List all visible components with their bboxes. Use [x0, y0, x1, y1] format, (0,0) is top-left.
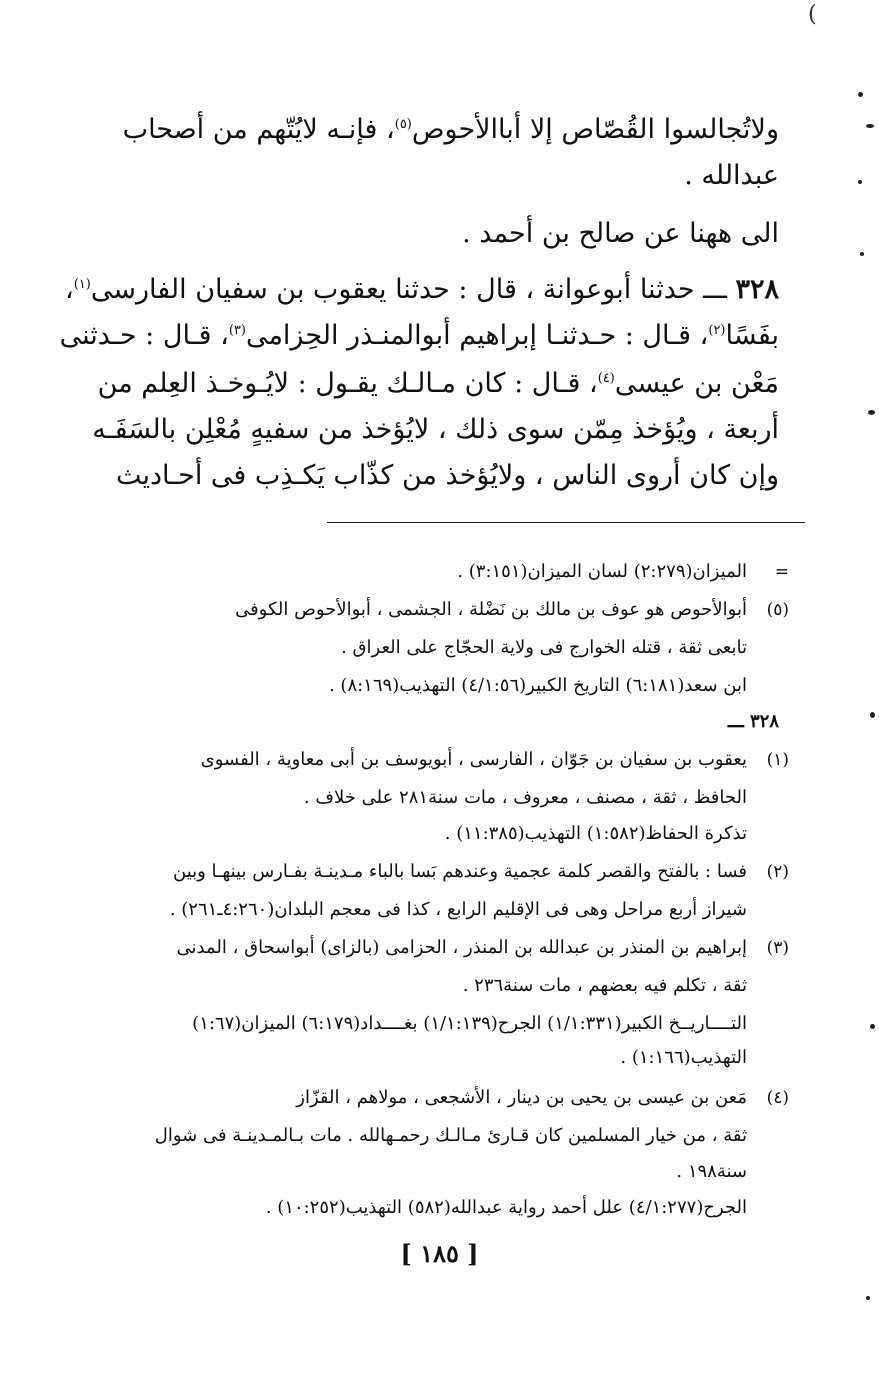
main-text-line-8: وإن كان أروى الناس ، ولايُؤخذ من كذّاب يَكـذِب فى أحـاديث — [115, 460, 779, 491]
footnote-ref-4: (٤) — [597, 371, 615, 386]
footnote-5-line-3: ابن سعد(٦:١٨١) التاريخ الكبير(٤/١:٥٦) التهذيب(٨:١٦٩) . — [328, 675, 747, 696]
footnote-3-line-2: ثقة ، تكلم فيه بعضهم ، مات سنة٢٣٦ . — [462, 975, 747, 996]
footnote-4-line-1: مَعن بن عيسى بن يحيى بن دينار ، الأشجعى ، مولاهم ، القزّاز — [296, 1087, 747, 1108]
footnote-5-line-2: تابعى ثقة ، قتله الخوارج فى ولاية الحجّاج على العراق . — [341, 637, 747, 658]
scan-speck — [870, 1024, 875, 1029]
footnote-5-line-1: أبوالأحوص هو عوف بن مالك بن نَضْلة ، الجشمى ، أبوالأحوص الكوفى — [235, 599, 747, 620]
main-text-line-2: عبدالله . — [684, 160, 779, 191]
footnote-2-line-2: شيراز أربع مراحل وهى فى الإقليم الرابع ، كذا فى معجم البلدان(٤:٢٦٠ـ٢٦١) . — [169, 899, 747, 920]
footnote-separator — [327, 522, 805, 523]
hadith-number: ٣٢٨ — [735, 274, 779, 305]
footnote-ref-1: (١) — [73, 277, 91, 292]
scan-speck — [858, 92, 863, 97]
footnote-1-line-1: يعقوب بن سفيان بن جَوّان ، الفارسى ، أبويوسف بن أبى معاوية ، الفسوى — [200, 749, 747, 770]
footnote-ref-3: (٣) — [228, 323, 246, 338]
footnote-4-line-4: الجرح(٤/١:٢٧٧) علل أحمد رواية عبدالله(٥٨٢) التهذيب(١٠:٢٥٢) . — [265, 1197, 747, 1218]
footnote-continuation: الميزان(٢:٢٧٩) لسان الميزان(٣:١٥١) . — [457, 561, 747, 582]
footnote-ref-2: (٢) — [708, 323, 726, 338]
main-text-line-5: بفَسًا$^{(٢)}$، قـال : حـدثنـا إبراهيم أبوالمنـذر الحِزامى$^{(٣)}$، قـال : حـدثنى — [59, 320, 779, 351]
scan-speck — [858, 180, 862, 184]
footnote-ref-5: (٥) — [394, 117, 412, 132]
footnote-continuation-marker: = — [774, 562, 789, 582]
footnote-3-marker: (٣) — [766, 938, 789, 958]
footnote-4-line-3: سنة١٩٨ . — [676, 1161, 747, 1182]
footnote-4-marker: (٤) — [766, 1088, 789, 1108]
footnote-1-marker: (١) — [766, 750, 789, 770]
footnote-3-line-1: إبراهيم بن المنذر بن عبدالله بن المنذر ، الحزامى (بالزاى) أبواسحاق ، المدنى — [176, 937, 747, 958]
main-text-line-3: الى ههنا عن صالح بن أحمد . — [462, 218, 779, 249]
footnote-2-marker: (٢) — [766, 862, 789, 882]
footnote-section-label: ٣٢٨ ـــ — [727, 711, 779, 732]
scan-speck — [860, 252, 864, 256]
margin-mark: ( — [808, 2, 817, 27]
page-number: [ ١٨٥ ] — [400, 1239, 479, 1268]
footnote-5-marker: (٥) — [766, 600, 789, 620]
scan-speck — [868, 410, 875, 415]
footnote-1-line-3: تذكرة الحفاظ(١:٥٨٢) التهذيب(١١:٣٨٥) . — [444, 823, 747, 844]
footnote-4-line-2: ثقة ، من خيار المسلمين كان قـارئ مـالـك رحمـهالله . مات بـالمـدينـة فى شوال — [154, 1125, 747, 1146]
footnote-1-line-2: الحافظ ، ثقة ، مصنف ، معروف ، مات سنة٢٨١ على خلاف . — [303, 787, 747, 808]
footnote-3-line-4: التهذيب(١:١٦٦) . — [620, 1047, 747, 1068]
scan-speck — [866, 1296, 870, 1300]
main-text-line-1: ولاتُجالسوا القُصّاص إلا أباالأحوص$^{(٥)}$، فإنـه لايُتّهم من أصحاب — [122, 114, 779, 145]
footnote-3-line-3: التــــاريــخ الكبير(١/١:٣٣١) الجرح(١/١:١٣٩) بغــــداد(٦:١٧٩) الميزان(١:٦٧) — [192, 1013, 747, 1034]
main-text-line-6: مَعْن بن عيسى$^{(٤)}$، قـال : كان مـالـك يقـول : لايُـوخـذ العِلم من — [97, 368, 779, 399]
footnote-2-line-1: فسا : بالفتح والقصر كلمة عجمية وعندهم بَسا بالباء مـدينـة بفـارس بينهـا وبين — [173, 861, 747, 882]
scan-speck — [866, 124, 874, 128]
main-text-line-4: ٣٢٨ ـــ حدثنا أبوعوانة ، قال : حدثنا يعقوب بن سفيان الفارسى$^{(١)}$، — [65, 274, 779, 305]
main-text-line-7: أربعة ، ويُؤخذ مِمّن سوى ذلك ، لايُؤخذ من سفيهٍ مُعْلِن بالسَفَـه — [92, 414, 779, 445]
scan-speck — [870, 712, 875, 718]
